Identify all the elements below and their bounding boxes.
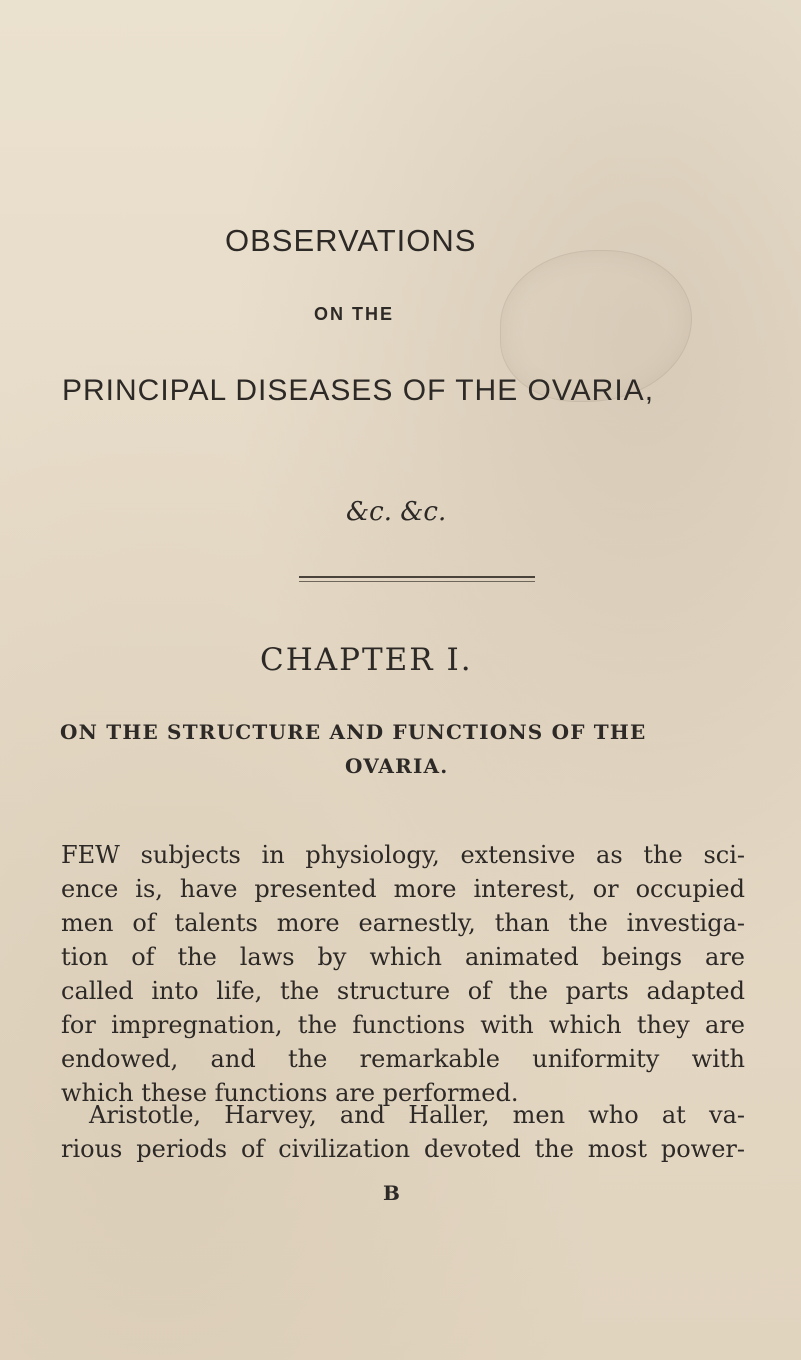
paragraph-2-line: rious periods of civilization devoted the most power- bbox=[61, 1135, 745, 1163]
signature-mark: B bbox=[383, 1181, 400, 1205]
paragraph-1-line: tion of the laws by which animated beings are bbox=[61, 943, 745, 971]
title-connector: ON THE bbox=[314, 304, 395, 324]
paragraph-1-line: for impregnation, the functions with which they are bbox=[61, 1011, 745, 1039]
paragraph-1 bbox=[61, 838, 745, 1110]
paragraph-1-line: men of talents more earnestly, than the investiga- bbox=[61, 909, 745, 937]
page-title: OBSERVATIONS bbox=[225, 223, 477, 258]
main-heading: PRINCIPAL DISEASES OF THE OVARIA, bbox=[62, 374, 655, 407]
paragraph-1-line: ence is, have presented more interest, or occupied bbox=[61, 875, 745, 903]
divider-rule bbox=[299, 576, 535, 578]
paragraph-1-line: called into life, the structure of the parts adapted bbox=[61, 977, 745, 1005]
section-subheading-line-2: OVARIA. bbox=[345, 754, 449, 778]
paragraph-1-line: FEW subjects in physiology, extensive as the sci- bbox=[61, 841, 745, 869]
paragraph-1-line: endowed, and the remarkable uniformity with bbox=[61, 1045, 745, 1073]
chapter-heading: CHAPTER I. bbox=[260, 642, 473, 678]
divider-rule-thin bbox=[299, 581, 535, 582]
paragraph-2 bbox=[61, 1098, 745, 1166]
paragraph-2-line: Aristotle, Harvey, and Haller, men who at va- bbox=[89, 1101, 745, 1129]
section-subheading-line-1: ON THE STRUCTURE AND FUNCTIONS OF THE bbox=[60, 720, 647, 744]
etc-line: &c. &c. bbox=[346, 497, 447, 527]
paragraph-1-line: which these functions are performed. bbox=[61, 1079, 519, 1107]
